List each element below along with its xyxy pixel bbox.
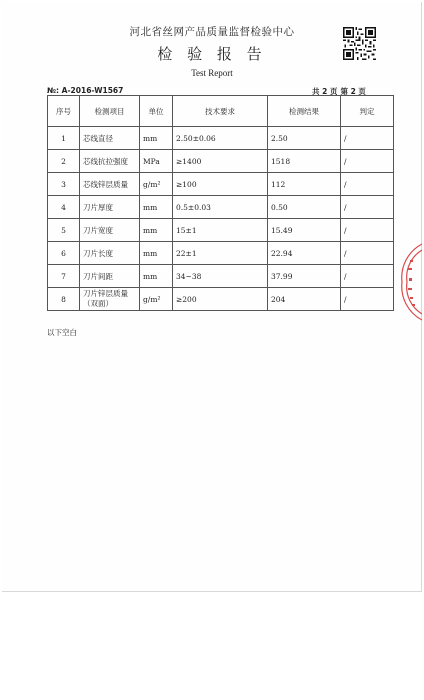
cell-unit: mm <box>140 127 173 150</box>
cell-requirement: ≥100 <box>173 173 268 196</box>
qr-code-icon <box>343 27 376 60</box>
cell-no: 6 <box>48 242 80 265</box>
cell-verdict: / <box>341 219 394 242</box>
cell-result: 15.49 <box>268 219 341 242</box>
report-subtitle: Test Report <box>191 68 233 78</box>
cell-result: 37.99 <box>268 265 341 288</box>
table-header-row <box>48 96 394 127</box>
cell-item: 芯线锌层质量 <box>80 173 140 196</box>
cell-verdict: / <box>341 265 394 288</box>
cell-verdict: / <box>341 127 394 150</box>
table-row <box>48 265 394 288</box>
total-pages: 共 2 页 <box>312 87 338 96</box>
cell-result: 2.50 <box>268 127 341 150</box>
cell-item: 刀片长度 <box>80 242 140 265</box>
cell-verdict: / <box>341 196 394 219</box>
cell-no: 2 <box>48 150 80 173</box>
table-row <box>48 150 394 173</box>
cell-result: 204 <box>268 288 341 311</box>
cell-item-line2: （双面） <box>83 299 113 308</box>
cell-result: 22.94 <box>268 242 341 265</box>
cell-result: 0.50 <box>268 196 341 219</box>
cell-no: 1 <box>48 127 80 150</box>
cell-verdict: / <box>341 173 394 196</box>
cell-unit: mm <box>140 219 173 242</box>
cell-no: 7 <box>48 265 80 288</box>
table-row <box>48 196 394 219</box>
cell-item: 芯线直径 <box>80 127 140 150</box>
cell-unit: mm <box>140 196 173 219</box>
end-of-content-note: 以下空白 <box>47 328 77 337</box>
column-header: 单位 <box>140 96 173 127</box>
cell-verdict: / <box>341 288 394 311</box>
report-number: №: A-2016-W1567 <box>47 86 124 95</box>
cell-requirement: ≥200 <box>173 288 268 311</box>
cell-unit: g/m² <box>140 173 173 196</box>
table-row <box>48 219 394 242</box>
cell-result: 112 <box>268 173 341 196</box>
cell-verdict: / <box>341 242 394 265</box>
cell-no: 3 <box>48 173 80 196</box>
current-page: 第 2 页 <box>340 87 366 96</box>
report-title: 检 验 报 告 <box>157 45 267 63</box>
table-row <box>48 127 394 150</box>
cell-item-line1: 刀片锌层质量 <box>83 289 128 298</box>
organization-name: 河北省丝网产品质量监督检验中心 <box>129 26 295 38</box>
cell-requirement: 15±1 <box>173 219 268 242</box>
cell-verdict: / <box>341 150 394 173</box>
cell-requirement: 34~38 <box>173 265 268 288</box>
table-row <box>48 288 394 311</box>
cell-no: 4 <box>48 196 80 219</box>
column-header: 序号 <box>48 96 80 127</box>
cell-item: 刀片间距 <box>80 265 140 288</box>
table-row <box>48 173 394 196</box>
column-header: 技术要求 <box>173 96 268 127</box>
column-header: 判定 <box>341 96 394 127</box>
cell-item: 刀片厚度 <box>80 196 140 219</box>
cell-no: 8 <box>48 288 80 311</box>
table-row <box>48 242 394 265</box>
cell-unit: mm <box>140 265 173 288</box>
column-header: 检测结果 <box>268 96 341 127</box>
cell-requirement: ≥1400 <box>173 150 268 173</box>
cell-item: 芯线抗拉强度 <box>80 150 140 173</box>
cell-unit: mm <box>140 242 173 265</box>
cell-requirement: 22±1 <box>173 242 268 265</box>
cell-requirement: 2.50±0.06 <box>173 127 268 150</box>
cell-item <box>80 288 140 311</box>
cell-no: 5 <box>48 219 80 242</box>
column-header: 检测项目 <box>80 96 140 127</box>
cell-item: 刀片宽度 <box>80 219 140 242</box>
official-seal-stamp <box>398 242 422 322</box>
test-results-table <box>47 95 394 311</box>
cell-result: 1518 <box>268 150 341 173</box>
cell-unit: MPa <box>140 150 173 173</box>
cell-unit: g/m² <box>140 288 173 311</box>
cell-requirement: 0.5±0.03 <box>173 196 268 219</box>
